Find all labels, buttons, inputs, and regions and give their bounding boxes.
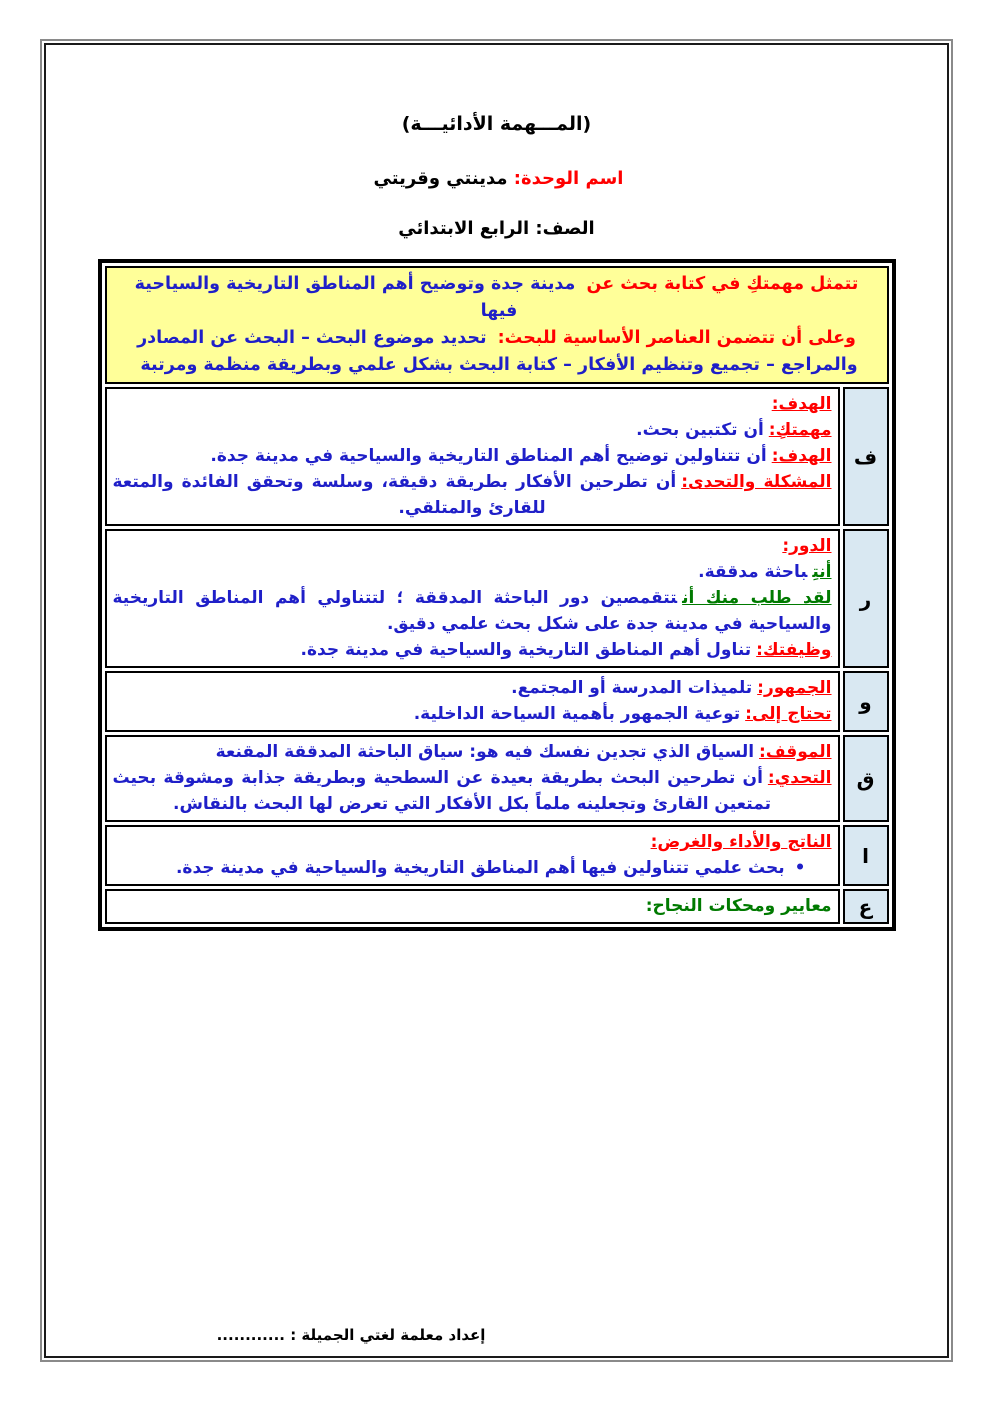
- field-text: توعية الجمهور بأهمية السياحة الداخلية.: [413, 704, 741, 724]
- table-row-role: [105, 529, 889, 668]
- table-row-product: [105, 825, 889, 886]
- field-text: أن تطرحين الأفكار بطريقة دقيقة، وسلسة وتحقق الفائدة والمتعة للقارئ والمتلقي.: [112, 472, 677, 518]
- row-content-cell: [105, 387, 840, 526]
- field-text: أن تكتبين بحث.: [636, 420, 764, 440]
- page-frame-inner: [44, 43, 949, 1358]
- row-content-cell: [105, 735, 840, 822]
- row-letter-cell: ف: [843, 387, 889, 526]
- table-row-audience: [105, 671, 889, 732]
- unit-name-line: [46, 168, 947, 189]
- task-description-header: [105, 266, 889, 384]
- field-label: الدور:: [782, 536, 832, 556]
- field-label: الموقف:: [759, 742, 832, 762]
- field-text: تتقمصين دور الباحثة المدققة ؛ لتتناولي أهم المناطق التاريخية والسياحية في مدينة جدة على شكل بحث علمي دقيق.: [112, 588, 832, 634]
- unit-name-value: مدينتي وقريتي: [373, 168, 508, 189]
- field-text: أن تتناولين توضيح أهم المناطق التاريخية والسياحية في مدينة جدة.: [210, 446, 767, 466]
- grade-line: الصف: الرابع الابتدائي: [398, 218, 595, 239]
- performance-task-table: [98, 259, 896, 931]
- field-label: وظيفتك:: [756, 640, 832, 660]
- field-text: باحثة مدققة.: [698, 562, 808, 582]
- row-letter-cell: ر: [843, 529, 889, 668]
- row-content-cell: [105, 825, 840, 886]
- bullet-icon: •: [794, 858, 806, 878]
- field-label: الهدف:: [771, 446, 832, 466]
- row-letter-cell: و: [843, 671, 889, 732]
- row-content-cell: [105, 889, 840, 924]
- field-label: الجمهور:: [757, 678, 832, 698]
- field-label: معايير ومحكات النجاح:: [645, 896, 832, 916]
- task-header-segment: وعلى أن تتضمن العناصر الأساسية للبحث:: [497, 328, 856, 348]
- page-title: (المـــهمة الأدائيـــة): [401, 113, 592, 135]
- field-text: تناول أهم المناطق التاريخية والسياحية في مدينة جدة.: [300, 640, 752, 660]
- row-content-cell: [105, 671, 840, 732]
- field-text: السياق الذي تجدين نفسك فيه هو: سياق الباحثة المدققة المقنعة: [215, 742, 755, 762]
- field-label: الناتج والأداء والغرض:: [650, 832, 832, 852]
- field-label: الهدف:: [771, 394, 832, 414]
- task-header-segment: تحديد موضوع البحث – البحث عن المصادر والمراجع – تجميع وتنظيم الأفكار – كتابة البحث بشكل علمي وبطريقة منظمة ومرتبة: [137, 328, 858, 375]
- field-label: المشكلة والتحدى:: [681, 472, 832, 492]
- preparer-credit-line: إعداد معلمة لغتي الجميلة : ............: [216, 1326, 486, 1344]
- row-letter-cell: ا: [843, 825, 889, 886]
- page-frame: [40, 39, 953, 1362]
- row-content-cell: [105, 529, 840, 668]
- field-label: تحتاج إلى:: [745, 704, 832, 724]
- row-letter-cell: ق: [843, 735, 889, 822]
- task-header-segment: تتمثل مهمتكِ في كتابة بحث عن: [586, 274, 859, 294]
- field-label: التحدي:: [767, 768, 832, 788]
- table-row-standards: [105, 889, 889, 924]
- unit-name-label: اسم الوحدة:: [513, 168, 624, 189]
- table-row-situation: [105, 735, 889, 822]
- field-text: أن تطرحين البحث بطريقة بعيدة عن السطحية وبطريقة جذابة ومشوقة بحيث تمتعين القارئ وتجعلينه ملماً بكل الأفكار التي تعرض لها البحث بالنقاش.: [112, 768, 771, 814]
- table-row-goal: [105, 387, 889, 526]
- field-label: لقد طلب منك أن: [682, 588, 832, 608]
- field-text: بحث علمي تتناولين فيها أهم المناطق التاريخية والسياحية في مدينة جدة.: [175, 858, 785, 878]
- task-header-segment: مدينة جدة وتوضيح أهم المناطق التاريخية والسياحية فيها: [134, 274, 576, 321]
- field-label: أنتِ: [812, 562, 832, 582]
- field-label: مهمتكِ:: [768, 420, 832, 440]
- field-text: تلميذات المدرسة أو المجتمع.: [511, 678, 753, 698]
- row-letter-cell: ع: [843, 889, 889, 924]
